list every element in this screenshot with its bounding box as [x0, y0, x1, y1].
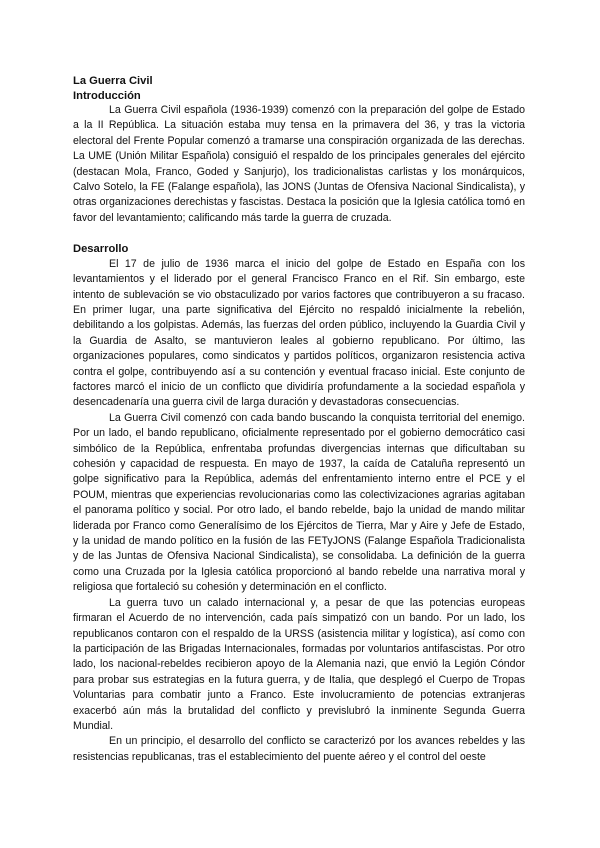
document-title: La Guerra Civil: [73, 75, 153, 87]
development-paragraph-3: La guerra tuvo un calado internacional y, a pesar de que las potencias europeas firmaran el Acuerdo de no intervención, cada país simpatizó con un bando. Por un lado, los republicanos contaron con el respaldo de la URSS (asistencia militar y logística), así como con la participación de las Brigadas Internacionales, formadas por voluntarios antifascistas. Por otro lado, los nacional-rebeldes recibieron apoyo de la Alemania nazi, que envió la Legión Cóndor para probar sus estrategias en la futura guerra, y de Italia, que desplegó el Cuerpo de Tropas Voluntarias para combatir junto a Franco. Este involucramiento de potencias extranjeras exacerbó aún más la brutalidad del conflicto y previslubró la inminente Segunda Guerra Mundial.: [73, 596, 525, 732]
intro-paragraph: La Guerra Civil española (1936-1939) comenzó con la preparación del golpe de Estado a la II República. La situación estaba muy tensa en la primavera del 36, y tras la victoria electoral del Frente Popular comenzó a tramarse una conspiración organizada de las derechas. La UME (Unión Militar Española) consiguió el respaldo de los principales generales del ejército (destacan Mola, Franco, Goded y Sanjurjo), los tradicionalistas carlistas y los monárquicos, Calvo Sotelo, la FE (Falange española), las JONS (Juntas de Ofensiva Nacional Sindicalista), y otras organizaciones derechistas y fascistas. Destaca la posición que la Iglesia católica tomó en favor del levantamiento; calificando más tarde la guerra de cruzada.: [73, 104, 525, 224]
development-heading: Desarrollo: [73, 243, 129, 256]
development-paragraph-4: En un principio, el desarrollo del conflicto se caracterizó por los avances rebeldes y las resistencias republicanas, tras el establecimiento del puente aéreo y el control del oeste: [73, 735, 525, 763]
development-paragraph-2: La Guerra Civil comenzó con cada bando buscando la conquista territorial del enemigo. Por un lado, el bando republicano, oficialmente representado por el gobierno democrático casi simbólico de la República, enfrentaba profundas divergencias internas que dificultaban su cohesión y capacidad de respuesta. En mayo de 1937, la caída de Cataluña representó un golpe significativo para la República, además del enfrentamiento interno entre el PCE y el POUM, mientras que experiencias revolucionarias como las colectivizaciones agrarias agitaban el panorama político y social. Por otro lado, el bando rebelde, bajo la unidad de mando militar liderada por Franco como Generalísimo de los Ejércitos de Tierra, Mar y Aire y Jefe de Estado, y la unidad de mando político en la fusión de las FETyJONS (Falange Española Tradicionalista y de las Juntas de Ofensiva Nacional Sindicalista), se consolidaba. La definición de la guerra como una Cruzada por la Iglesia católica proporcionó al bando rebelde una narrativa moral y religiosa que fortaleció su cohesión y determinación en el conflicto.: [73, 411, 525, 594]
development-paragraph-1: El 17 de julio de 1936 marca el inicio del golpe de Estado en España con los levantamientos y el liderado por el general Francisco Franco en el Rif. Sin embargo, este intento de sublevación se vio obstaculizado por varios factores que contribuyeron a su fracaso. En primer lugar, una parte significativa del Ejército no respaldó inicialmente la rebelión, debilitando a los golpistas. Además, las fuerzas del orden público, incluyendo la Guardia Civil y la Guardia de Asalto, se mantuvieron leales al gobierno republicano. Por último, las organizaciones populares, como sindicatos y partidos políticos, organizaron resistencia activa contra el golpe, contribuyendo así a su contención y eventual fracaso inicial. Este conjunto de factores marcó el inicio de un conflicto que dividiría profundamente a la sociedad española y desencadenaría una guerra civil de larga duración y devastadoras consecuencias.: [73, 257, 525, 409]
intro-heading: Introducción: [73, 89, 141, 102]
